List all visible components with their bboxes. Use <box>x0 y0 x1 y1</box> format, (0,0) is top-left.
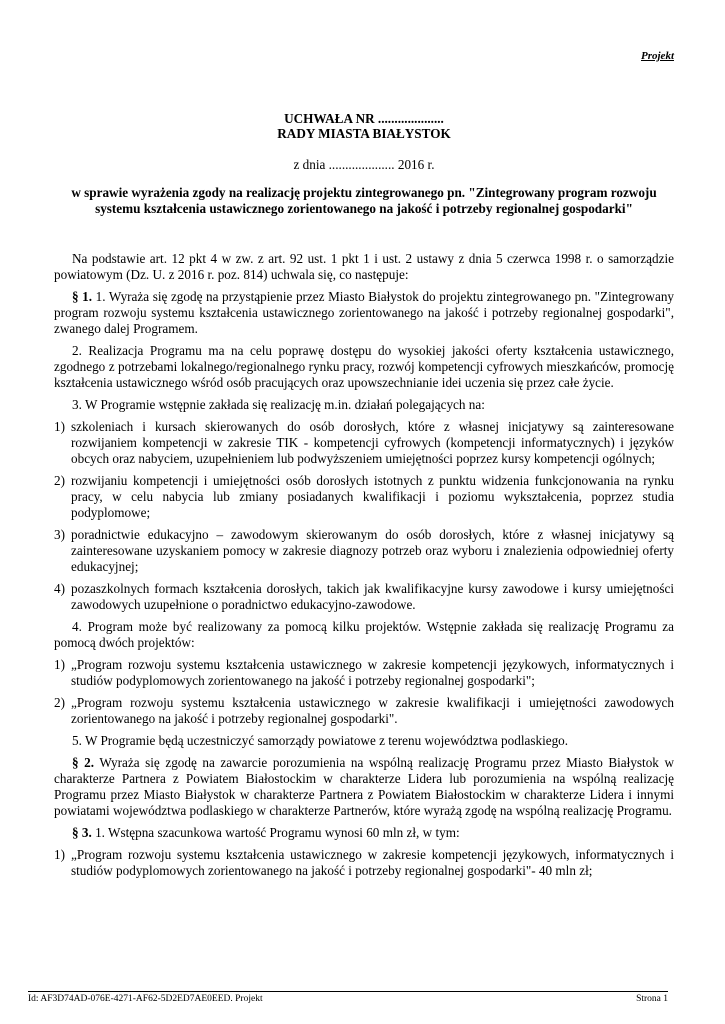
s1-p1 <box>54 289 674 337</box>
resolution-subject: w sprawie wyrażenia zgody na realizację projektu zintegrowanego pn. "Zintegrowany program rozwoju systemu kształcenia ustawicznego zorientowanego na jakość i potrzeby regionalnej gospodarki" <box>71 185 657 216</box>
list-item-number: 1) <box>54 657 65 672</box>
list-item-text: rozwijaniu kompetencji i umiejętności osób dorosłych istotnych z punktu widzenia funkcjonowania na rynku pracy, w celu nabycia lub zmiany posiadanych kwalifikacji i poziomu wykształcenia, poprzez studia podyplomowe; <box>71 473 674 520</box>
list-item-number: 2) <box>54 695 65 710</box>
list-item-text: „Program rozwoju systemu kształcenia ustawicznego w zakresie kwalifikacji i umiejętności zawodowych zorientowanego na jakość i potrzeby regionalnej gospodarki". <box>71 695 674 726</box>
list-item <box>54 527 674 575</box>
list-item-number: 1) <box>54 847 65 862</box>
projekt-label: Projekt <box>641 50 674 62</box>
s1-p3: 3. W Programie wstępnie zakłada się realizację m.in. działań polegających na: <box>72 397 485 412</box>
list-item-text: pozaszkolnych formach kształcenia dorosłych, takich jak kwalifikacyjne kursy zawodowe i kursy umiejętności zawodowych uzupełnione o poradnictwo edukacyjno-zawodowe. <box>71 581 674 612</box>
s3-p1 <box>54 825 674 841</box>
resolution-title <box>54 111 674 141</box>
title-line-2: RADY MIASTA BIAŁYSTOK <box>277 126 451 141</box>
s1-p4: 4. Program może być realizowany za pomocą kilku projektów. Wstępnie zakłada się realizację Programu za pomocą dwóch projektów: <box>54 619 674 650</box>
s3-p1-text: 1. Wstępna szacunkowa wartość Programu wynosi 60 mln zł, w tym: <box>95 825 460 840</box>
resolution-date: z dnia .................... 2016 r. <box>293 157 435 172</box>
list-item-number: 1) <box>54 419 65 434</box>
list-item-number: 4) <box>54 581 65 596</box>
list-item <box>54 581 674 613</box>
intro-paragraph: Na podstawie art. 12 pkt 4 w zw. z art. 92 ust. 1 pkt 1 i ust. 2 ustawy z dnia 5 czerwca 1998 r. o samorządzie powiatowym (Dz. U. z 2016 r. poz. 814) uchwala się, co następuje: <box>54 251 674 282</box>
list-item <box>54 695 674 727</box>
s1-p1-text: 1. Wyraża się zgodę na przystąpienie przez Miasto Białystok do projektu zintegrowanego pn. "Zintegrowany program rozwoju systemu kształcenia ustawicznego zorientowanego na jakość i potrzeby regionalnej gospodarki", zwanego dalej Programem. <box>54 289 675 336</box>
list-item-number: 3) <box>54 527 65 542</box>
list-item <box>54 847 674 879</box>
list-item <box>54 419 674 467</box>
title-line-1: UCHWAŁA NR .................... <box>284 111 444 126</box>
list-item-text: szkoleniach i kursach skierowanych do osób dorosłych, które z własnej inicjatywy są zainteresowane rozwijaniem kompetencji w zakresie TIK - kompetencji cyfrowych (kompetencji informatycznych) i języków obcych oraz nabyciem, uzupełnieniem lub podwyższeniem umiejętności poprzez kursy kompetencji ogólnych; <box>71 419 674 466</box>
s1-p5: 5. W Programie będą uczestniczyć samorządy powiatowe z terenu województwa podlaskiego. <box>72 733 569 748</box>
document-body <box>54 251 674 885</box>
s3-mark: § 3. <box>72 825 92 840</box>
page-footer <box>28 991 668 1004</box>
list-item <box>54 473 674 521</box>
document-id: Id: AF3D74AD-076E-4271-AF62-5D2ED7AE0EED. Projekt <box>28 994 263 1004</box>
list-item-text: poradnictwie edukacyjno – zawodowym skierowanym do osób dorosłych, które z własnej inicjatywy są zainteresowane uzyskaniem pomocy w zakresie diagnozy potrzeb oraz wyboru i znalezienia odpowiedniej oferty edukacyjnej; <box>71 527 674 574</box>
list-item-text: „Program rozwoju systemu kształcenia ustawicznego w zakresie kompetencji językowych, informatycznych i studiów podyplomowych zorientowanego na jakość i potrzeby regionalnej gospodarki"- 40 mln zł; <box>71 847 674 878</box>
s1-p2: 2. Realizacja Programu ma na celu poprawę dostępu do wysokiej jakości oferty kształcenia ustawicznego, zgodnego z potrzebami lokalnego/regionalnego rynku pracy, rozwój kompetencji cyfrowych mieszkańców, promocję kształcenia ustawicznego wśród osób pracujących oraz upowszechnianie idei uczenia się przez całe życie. <box>54 343 674 390</box>
page-number: Strona 1 <box>636 994 668 1004</box>
s2-paragraph <box>54 755 674 819</box>
s1-mark: § 1. <box>72 289 93 304</box>
list-item-number: 2) <box>54 473 65 488</box>
s2-text: Wyraża się zgodę na zawarcie porozumienia na wspólną realizację Programu przez Miasto Białystok w charakterze Partnera z Powiatem Białostockim w charakterze Lidera lub porozumienia na wspólną realizację Programu przez Miasto Białystok w charakterze Partnera z Powiatem Białostockim w charakterze Lidera i innymi powiatami województwa podlaskiego w charakterze Partnerów, które wyrażą zgodę na wspólną realizację Programu. <box>54 755 674 818</box>
list-item-text: „Program rozwoju systemu kształcenia ustawicznego w zakresie kompetencji językowych, informatycznych i studiów podyplomowych zorientowanego na jakość i potrzeby regionalnej gospodarki"; <box>71 657 674 688</box>
s2-mark: § 2. <box>72 755 95 770</box>
list-item <box>54 657 674 689</box>
